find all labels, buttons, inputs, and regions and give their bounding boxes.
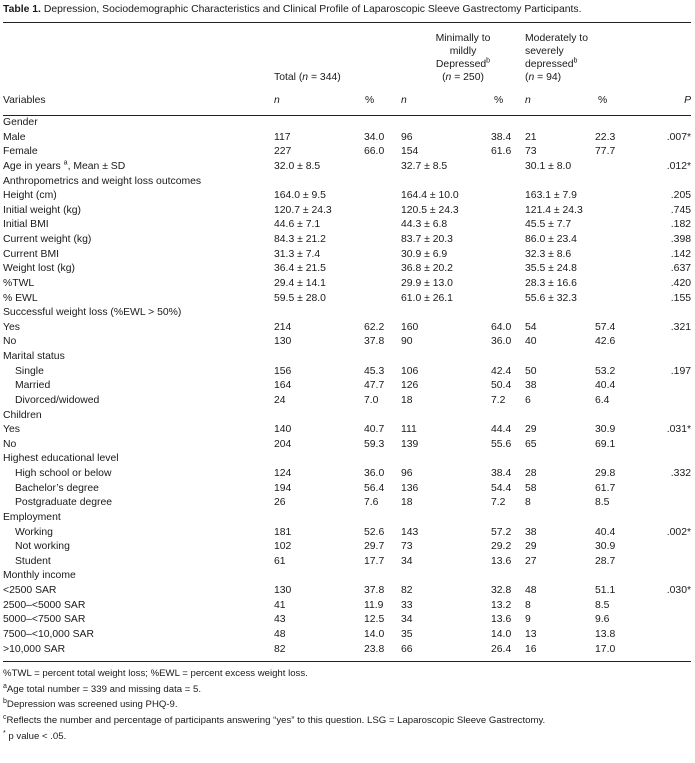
cell-mild-n: 106	[401, 365, 419, 377]
cell-p-value: .398	[670, 234, 692, 245]
cell-p-value: .197	[670, 365, 692, 377]
cell-mild-n: 34	[401, 614, 413, 626]
row-label: 5000–<7500 SAR	[3, 614, 86, 626]
data-table	[3, 22, 691, 657]
cell-mild-pct: 13.2	[491, 599, 512, 611]
cell-severe-pct: 51.1	[595, 585, 616, 596]
cell-severe-mean: 45.5 ± 7.7	[525, 219, 572, 231]
cell-p-value	[632, 540, 691, 555]
cell-severe-n: 73	[525, 146, 537, 158]
section-label: Highest educational level	[3, 453, 119, 465]
cell-mild-n: 66	[401, 643, 413, 655]
cell-severe-pct: 77.7	[595, 146, 616, 158]
cell-total-pct: 29.7	[364, 541, 385, 553]
cell-total-mean: 120.7 ± 24.3	[274, 204, 332, 216]
cell-p-value	[632, 379, 691, 394]
table-row	[3, 496, 691, 511]
cell-severe-n: 29	[525, 541, 537, 553]
table-row	[3, 628, 691, 643]
row-label: 2500–<5000 SAR	[3, 599, 86, 611]
caption-text: Depression, Sociodemographic Characteristics and Clinical Profile of Laparoscopic Sleeve Gastrectomy Participants.	[43, 4, 582, 15]
cell-mild-n: 34	[401, 555, 413, 567]
cell-mild-n: 143	[401, 526, 419, 538]
cell-total-pct: 56.4	[364, 482, 385, 494]
cell-mild-pct: 61.6	[491, 146, 512, 158]
cell-mild-n: 154	[401, 146, 419, 158]
cell-severe-n: 16	[525, 643, 537, 655]
cell-p-value: .030*	[666, 585, 692, 596]
table-row	[3, 365, 691, 380]
cell-total-n: 26	[274, 497, 286, 509]
row-label: %TWL	[3, 277, 35, 289]
cell-mild-pct: 36.0	[491, 336, 512, 348]
table-row	[3, 335, 691, 350]
table-row	[3, 643, 691, 658]
section-row	[3, 409, 691, 424]
cell-severe-pct: 22.3	[595, 131, 616, 143]
cell-severe-n: 38	[525, 380, 537, 392]
footnote: $^c$Reflects the number and percentage of participants answering “yes” to this question. LSG = Laparoscopic Sleeve Gastrectomy.	[3, 713, 546, 726]
cell-total-pct: 17.7	[364, 555, 385, 567]
cell-total-pct: 62.2	[364, 321, 385, 333]
cell-severe-pct: 57.4	[595, 321, 616, 333]
cell-total-pct: 52.6	[364, 526, 385, 538]
cell-mild-n: 18	[401, 394, 413, 406]
cell-total-n: 194	[274, 482, 292, 494]
table-row	[3, 584, 691, 599]
cell-mild-mean: 30.9 ± 6.9	[401, 248, 448, 260]
table-row	[3, 131, 691, 146]
cell-severe-pct: 8.5	[595, 497, 610, 509]
table-row	[3, 160, 691, 175]
section-label: Anthropometrics and weight loss outcomes	[3, 175, 202, 187]
footnote: $^b$Depression was screened using PHQ-9.	[3, 698, 178, 711]
cell-mild-n: 136	[401, 482, 419, 494]
header-p: P	[684, 94, 692, 106]
header-total: Total (n = 344)	[274, 72, 341, 83]
caption-label: Table 1.	[3, 4, 41, 15]
section-row	[3, 569, 691, 584]
cell-total-mean: 59.5 ± 28.0	[274, 292, 326, 304]
cell-mild-n: 82	[401, 585, 413, 596]
header-pct-mild: %	[494, 94, 504, 106]
cell-total-mean: 29.4 ± 14.1	[274, 277, 326, 289]
cell-mild-pct: 7.2	[491, 497, 506, 509]
table-row	[3, 467, 691, 482]
cell-severe-pct: 53.2	[595, 365, 616, 377]
row-label: >10,000 SAR	[3, 643, 66, 655]
cell-severe-pct: 9.6	[595, 614, 610, 626]
row-label: Bachelor’s degree	[15, 482, 99, 494]
cell-total-n: 130	[274, 585, 292, 596]
cell-severe-n: 40	[525, 336, 537, 348]
cell-mild-pct: 13.6	[491, 555, 512, 567]
cell-total-n: 124	[274, 468, 292, 479]
cell-mild-pct: 32.8	[491, 585, 512, 596]
cell-mild-mean: 44.3 ± 6.8	[401, 219, 448, 231]
cell-p-value: .031*	[666, 424, 692, 436]
cell-mild-n: 160	[401, 321, 419, 333]
cell-total-pct: 36.0	[364, 468, 385, 479]
footnote: %TWL = percent total weight loss; %EWL = percent excess weight loss.	[3, 668, 308, 680]
cell-total-n: 181	[274, 526, 292, 538]
cell-p-value: .420	[670, 277, 692, 289]
table-row	[3, 145, 691, 160]
cell-severe-mean: 30.1 ± 8.0	[525, 160, 572, 172]
table-row	[3, 613, 691, 628]
cell-total-pct: 45.3	[364, 365, 385, 377]
cell-mild-pct: 55.6	[491, 438, 512, 450]
cell-p-value	[632, 335, 691, 350]
table-row	[3, 189, 691, 204]
cell-p-value: .012*	[666, 160, 692, 172]
cell-severe-mean: 35.5 ± 24.8	[525, 263, 577, 275]
cell-p-value	[632, 613, 691, 628]
row-label: Age in years $^a$, Mean ± SD	[3, 159, 126, 172]
cell-total-n: 214	[274, 321, 292, 333]
cell-mild-n: 111	[401, 424, 417, 436]
cell-severe-n: 9	[525, 614, 531, 626]
cell-severe-mean: 163.1 ± 7.9	[525, 190, 577, 202]
row-label: Current BMI	[3, 248, 60, 260]
table-row	[3, 438, 691, 453]
table-row	[3, 233, 691, 248]
row-label: Single	[15, 365, 44, 377]
cell-mild-mean: 164.4 ± 10.0	[401, 190, 459, 202]
row-label: High school or below	[15, 468, 112, 479]
row-label: Student	[15, 555, 51, 567]
table-row	[3, 526, 691, 541]
cell-total-pct: 14.0	[364, 628, 385, 640]
cell-total-n: 204	[274, 438, 292, 450]
cell-severe-n: 13	[525, 628, 537, 640]
cell-severe-pct: 13.8	[595, 628, 616, 640]
cell-severe-pct: 6.4	[595, 394, 610, 406]
cell-total-mean: 164.0 ± 9.5	[274, 190, 326, 202]
cell-severe-n: 8	[525, 497, 531, 509]
cell-p-value: .182	[670, 219, 692, 231]
table-row	[3, 555, 691, 570]
cell-p-value	[632, 496, 691, 511]
cell-total-mean: 44.6 ± 7.1	[274, 219, 321, 231]
section-label: Gender	[3, 117, 38, 128]
row-label: Female	[3, 146, 38, 158]
cell-p-value: .142	[670, 248, 692, 260]
cell-total-mean: 31.3 ± 7.4	[274, 248, 321, 260]
footnote: * p value < .05.	[3, 729, 67, 742]
section-row	[3, 306, 691, 321]
cell-p-value: .205	[670, 190, 692, 202]
cell-total-pct: 37.8	[364, 585, 385, 596]
table-row	[3, 321, 691, 336]
header-n-mild: n	[401, 94, 407, 106]
cell-p-value	[632, 394, 691, 409]
row-label: % EWL	[3, 292, 38, 304]
cell-total-pct: 66.0	[364, 146, 385, 158]
cell-severe-mean: 121.4 ± 24.3	[525, 204, 583, 216]
cell-mild-pct: 38.4	[491, 131, 512, 143]
cell-mild-pct: 26.4	[491, 643, 512, 655]
cell-total-pct: 7.0	[364, 394, 379, 406]
cell-p-value: .155	[670, 292, 692, 304]
cell-severe-n: 48	[525, 585, 537, 596]
cell-total-pct: 7.6	[364, 497, 379, 509]
row-label: No	[3, 336, 17, 348]
row-label: Postgraduate degree	[15, 497, 113, 509]
row-label: Yes	[3, 321, 20, 333]
table-body	[3, 116, 691, 658]
cell-severe-pct: 17.0	[595, 643, 616, 655]
cell-mild-n: 35	[401, 628, 413, 640]
cell-p-value	[632, 482, 691, 497]
cell-total-n: 102	[274, 541, 292, 553]
cell-mild-pct: 50.4	[491, 380, 512, 392]
table-row	[3, 394, 691, 409]
cell-mild-n: 96	[401, 131, 413, 143]
row-label: Yes	[3, 424, 20, 436]
cell-total-pct: 11.9	[364, 599, 384, 611]
table-header	[3, 23, 691, 116]
subheader-row	[3, 89, 691, 116]
row-label: Male	[3, 131, 26, 143]
cell-mild-pct: 64.0	[491, 321, 512, 333]
cell-mild-mean: 29.9 ± 13.0	[401, 277, 453, 289]
cell-mild-pct: 57.2	[491, 526, 512, 538]
cell-severe-pct: 29.8	[595, 468, 616, 479]
cell-total-mean: 84.3 ± 21.2	[274, 234, 326, 245]
table-row	[3, 204, 691, 219]
cell-severe-mean: 32.3 ± 8.6	[525, 248, 572, 260]
cell-severe-pct: 30.9	[595, 424, 616, 436]
cell-total-pct: 47.7	[364, 380, 385, 392]
cell-total-n: 140	[274, 424, 292, 436]
table-row	[3, 292, 691, 307]
cell-total-n: 164	[274, 380, 292, 392]
cell-mild-mean: 83.7 ± 20.3	[401, 234, 453, 245]
header-severe: Moderately to severely depressed$^b$ (n = 94)	[525, 33, 588, 83]
footnote: $^a$Age total number = 339 and missing data = 5.	[3, 682, 202, 695]
cell-total-n: 41	[274, 599, 286, 611]
row-label: No	[3, 438, 17, 450]
cell-mild-pct: 42.4	[491, 365, 512, 377]
cell-p-value	[632, 145, 691, 160]
table-row	[3, 277, 691, 292]
cell-severe-n: 58	[525, 482, 537, 494]
cell-p-value	[632, 599, 691, 614]
section-label: Monthly income	[3, 570, 76, 582]
cell-severe-pct: 61.7	[595, 482, 616, 494]
cell-total-n: 82	[274, 643, 286, 655]
cell-total-mean: 32.0 ± 8.5	[274, 160, 321, 172]
cell-mild-n: 90	[401, 336, 413, 348]
cell-total-n: 117	[274, 131, 291, 143]
section-label: Children	[3, 409, 42, 421]
cell-total-pct: 34.0	[364, 131, 385, 143]
header-pct-total: %	[365, 94, 375, 106]
row-label: <2500 SAR	[3, 585, 57, 596]
row-label: Not working	[15, 541, 70, 553]
cell-mild-n: 33	[401, 599, 413, 611]
cell-total-n: 61	[274, 555, 286, 567]
section-label: Successful weight loss (%EWL > 50%)	[3, 307, 182, 319]
cell-p-value: .745	[670, 204, 692, 216]
cell-severe-n: 28	[525, 468, 537, 479]
cell-severe-n: 8	[525, 599, 531, 611]
table-row	[3, 482, 691, 497]
cell-severe-n: 27	[525, 555, 537, 567]
row-label: Working	[15, 526, 53, 538]
cell-severe-n: 54	[525, 321, 537, 333]
cell-mild-pct: 29.2	[491, 541, 512, 553]
cell-mild-n: 96	[401, 468, 413, 479]
cell-mild-n: 73	[401, 541, 413, 553]
cell-severe-pct: 40.4	[595, 380, 616, 392]
section-row	[3, 116, 691, 131]
row-label: 7500–<10,000 SAR	[3, 628, 94, 640]
section-label: Marital status	[3, 351, 65, 362]
table-row	[3, 599, 691, 614]
cell-total-n: 227	[274, 146, 292, 158]
cell-severe-pct: 28.7	[595, 555, 616, 567]
section-row	[3, 175, 691, 190]
cell-mild-pct: 44.4	[491, 424, 512, 436]
cell-p-value: .637	[670, 263, 692, 275]
cell-mild-pct: 7.2	[491, 394, 506, 406]
table-row	[3, 218, 691, 233]
cell-severe-pct: 30.9	[595, 541, 616, 553]
cell-severe-n: 50	[525, 365, 537, 377]
table-row	[3, 248, 691, 263]
cell-p-value	[632, 628, 691, 643]
cell-severe-mean: 86.0 ± 23.4	[525, 234, 577, 245]
cell-mild-pct: 14.0	[491, 628, 512, 640]
cell-total-pct: 37.8	[364, 336, 385, 348]
cell-total-pct: 12.5	[364, 614, 385, 626]
header-n-severe: n	[525, 94, 531, 106]
cell-severe-pct: 42.6	[595, 336, 616, 348]
footnotes	[3, 666, 693, 744]
cell-p-value: .332	[670, 468, 692, 479]
header-mild: Minimally to mildly Depressed$^b$ (n = 250)	[435, 33, 491, 83]
cell-p-value	[632, 643, 691, 658]
cell-mild-mean: 61.0 ± 26.1	[401, 292, 453, 304]
cell-mild-n: 139	[401, 438, 419, 450]
cell-total-n: 48	[274, 628, 286, 640]
cell-total-n: 156	[274, 365, 292, 377]
cell-p-value	[632, 555, 691, 570]
cell-total-pct: 59.3	[364, 438, 385, 450]
cell-mild-mean: 120.5 ± 24.3	[401, 204, 459, 216]
cell-total-pct: 40.7	[364, 424, 385, 436]
cell-total-n: 24	[274, 394, 286, 406]
table-bottom-rule	[3, 661, 691, 662]
header-pct-severe: %	[598, 94, 608, 106]
row-label: Divorced/widowed	[15, 394, 100, 406]
cell-total-pct: 23.8	[364, 643, 385, 655]
cell-severe-n: 29	[525, 424, 537, 436]
cell-p-value: .002*	[666, 526, 692, 538]
section-row	[3, 452, 691, 467]
cell-total-n: 43	[274, 614, 286, 626]
cell-mild-n: 18	[401, 497, 413, 509]
cell-severe-pct: 40.4	[595, 526, 616, 538]
cell-severe-n: 38	[525, 526, 537, 538]
row-label: Initial BMI	[3, 219, 49, 231]
section-row	[3, 350, 691, 365]
row-label: Initial weight (kg)	[3, 204, 81, 216]
cell-severe-n: 65	[525, 438, 537, 450]
table-row	[3, 379, 691, 394]
cell-mild-pct: 13.6	[491, 614, 512, 626]
cell-mild-n: 126	[401, 380, 419, 392]
cell-mild-mean: 32.7 ± 8.5	[401, 160, 448, 172]
cell-total-n: 130	[274, 336, 292, 348]
row-label: Married	[15, 380, 51, 392]
cell-severe-mean: 55.6 ± 32.3	[525, 292, 577, 304]
row-label: Weight lost (kg)	[3, 263, 75, 275]
row-label: Current weight (kg)	[3, 234, 92, 245]
cell-severe-pct: 8.5	[595, 599, 610, 611]
row-label: Height (cm)	[3, 190, 57, 202]
cell-severe-mean: 28.3 ± 16.6	[525, 277, 577, 289]
cell-mild-pct: 38.4	[491, 468, 512, 479]
cell-mild-pct: 54.4	[491, 482, 512, 494]
table-row	[3, 540, 691, 555]
cell-p-value: .321	[670, 321, 692, 333]
table-row	[3, 262, 691, 277]
cell-severe-pct: 69.1	[595, 438, 616, 450]
header-variables: Variables	[3, 94, 46, 106]
cell-severe-n: 6	[525, 394, 531, 406]
cell-mild-mean: 36.8 ± 20.2	[401, 263, 453, 275]
cell-severe-n: 21	[525, 131, 537, 143]
section-label: Employment	[3, 511, 61, 523]
cell-total-mean: 36.4 ± 21.5	[274, 263, 326, 275]
table-row	[3, 423, 691, 438]
cell-p-value: .007*	[666, 131, 692, 143]
cell-p-value	[632, 438, 691, 453]
header-n-total: n	[274, 94, 280, 106]
table-caption	[3, 3, 693, 16]
section-row	[3, 511, 691, 526]
